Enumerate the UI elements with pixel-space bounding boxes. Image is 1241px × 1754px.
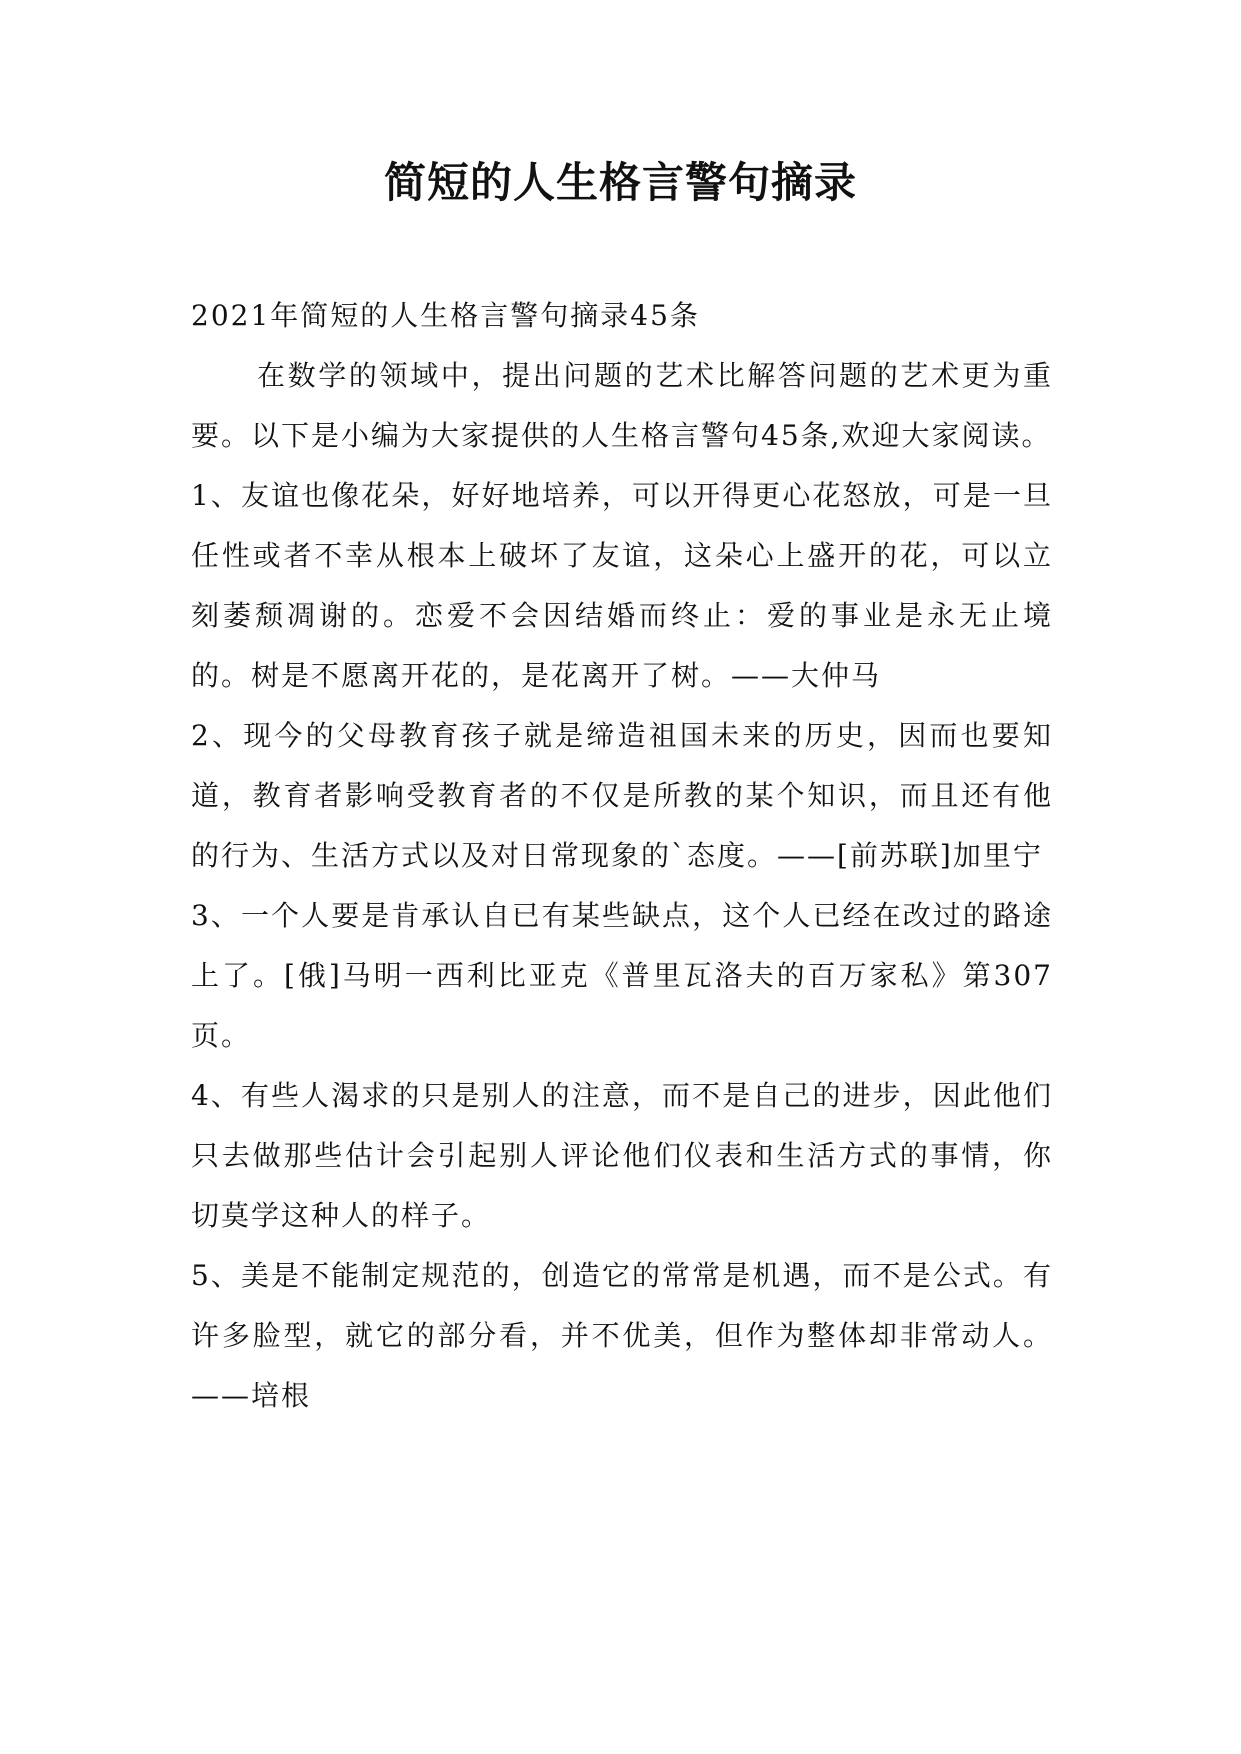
document-subtitle: 2021年简短的人生格言警句摘录45条 — [191, 299, 700, 332]
quote-item-4: 4、有些人渴求的只是别人的注意，而不是自己的进步，因此他们只去做那些估计会引起别人评论他们仪表和生活方式的事情，你切莫学这种人的样子。 — [191, 1079, 1053, 1232]
document-body — [191, 286, 1053, 1426]
quote-item-5: 5、美是不能制定规范的，创造它的常常是机遇，而不是公式。有许多脸型，就它的部分看，并不优美，但作为整体却非常动人。——培根 — [191, 1259, 1053, 1412]
quote-item-2: 2、现今的父母教育孩子就是缔造祖国未来的历史，因而也要知道，教育者影响受教育者的不仅是所教的某个知识，而且还有他的行为、生活方式以及对日常现象的`态度。——[前苏联]加里宁 — [191, 719, 1053, 872]
quote-item-3: 3、一个人要是肯承认自已有某些缺点，这个人已经在改过的路途上了。[俄]马明一西利比亚克《普里瓦洛夫的百万家私》第307页。 — [191, 899, 1053, 1052]
document-title: 简短的人生格言警句摘录 — [383, 158, 857, 207]
intro-paragraph: 在数学的领域中，提出问题的艺术比解答问题的艺术更为重要。以下是小编为大家提供的人生格言警句45条,欢迎大家阅读。 — [191, 359, 1053, 452]
quote-item-1: 1、友谊也像花朵，好好地培养，可以开得更心花怒放，可是一旦任性或者不幸从根本上破坏了友谊，这朵心上盛开的花，可以立刻萎颓凋谢的。恋爱不会因结婚而终止：爱的事业是永无止境的。树是不愿离开花的，是花离开了树。——大仲马 — [191, 479, 1053, 692]
